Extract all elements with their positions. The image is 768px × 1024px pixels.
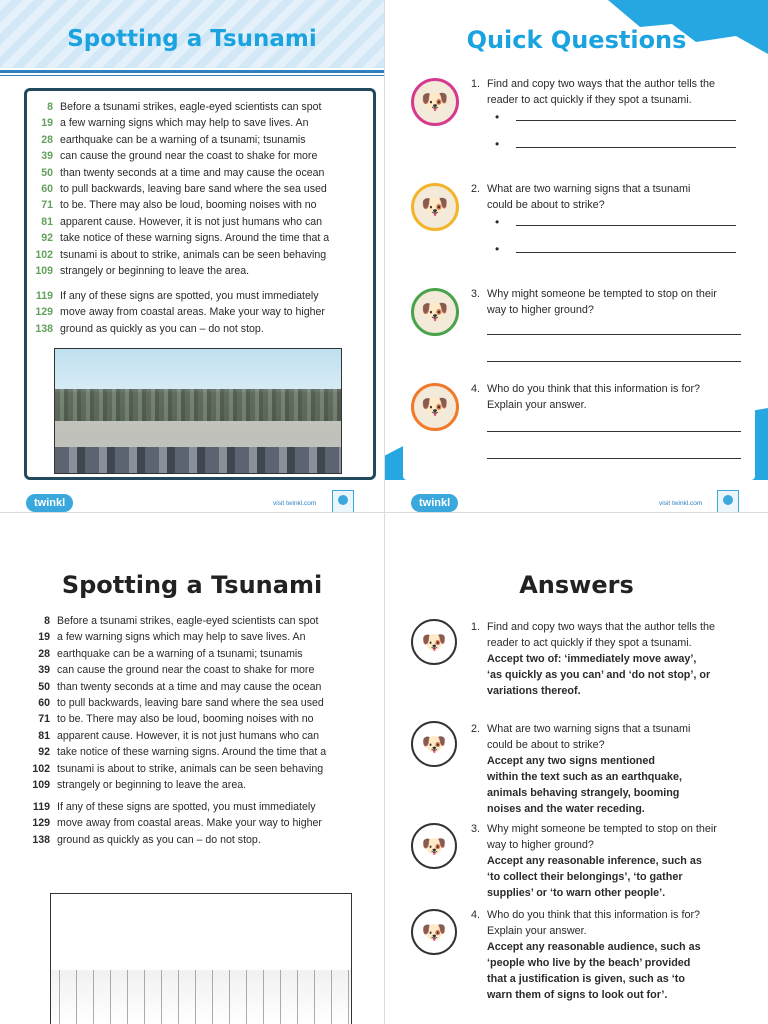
answer-text-line: Accept any two signs mentioned bbox=[487, 755, 655, 767]
word-count-number: 129 bbox=[35, 306, 53, 319]
passage-text: than twenty seconds at a time and may cause the ocean bbox=[60, 166, 325, 179]
word-count-number: 39 bbox=[38, 664, 50, 677]
word-count-number: 19 bbox=[41, 117, 53, 130]
answer-line[interactable] bbox=[516, 147, 736, 148]
photo-houses bbox=[55, 447, 341, 473]
answer-text-line: that a justification is given, such as ‘to bbox=[487, 973, 685, 985]
answer-line[interactable] bbox=[487, 361, 741, 362]
answer-text-line: variations thereof. bbox=[487, 685, 581, 697]
passage-line bbox=[26, 761, 326, 777]
question-3 bbox=[471, 286, 741, 318]
answers-title: Answers bbox=[519, 571, 634, 599]
question-2 bbox=[471, 181, 741, 213]
passage-line bbox=[26, 711, 326, 727]
dog-rottweiler-icon: 🐶 bbox=[411, 619, 457, 665]
dog-spaniel-icon: 🐶 bbox=[411, 288, 459, 336]
passage-line bbox=[26, 799, 322, 815]
passage-text: a few warning signs which may help to save lives. An bbox=[57, 631, 306, 644]
passage-line bbox=[29, 230, 329, 246]
passage-text: to pull backwards, leaving bare sand where the sea used bbox=[60, 183, 327, 196]
bullet-point: • bbox=[495, 215, 500, 229]
passage-text: to be. There may also be loud, booming noises with no bbox=[60, 199, 317, 212]
passage-paragraph-2 bbox=[29, 288, 325, 337]
passage-line bbox=[26, 777, 326, 793]
answer-4 bbox=[471, 907, 741, 1003]
passage-text: move away from coastal areas. Make your way to higher bbox=[60, 306, 325, 319]
photo-trees bbox=[55, 389, 341, 421]
passage-line bbox=[29, 115, 329, 131]
passage-line bbox=[29, 197, 329, 213]
question-text-line-1: Find and copy two ways that the author tells the bbox=[487, 78, 716, 90]
passage-page-plain bbox=[0, 512, 384, 1024]
passage-line bbox=[29, 247, 329, 263]
tsunami-sketch bbox=[50, 893, 352, 1024]
question-text-line-1: Find and copy two ways that the author tells the bbox=[487, 621, 716, 633]
word-count-number: 71 bbox=[38, 713, 50, 726]
answer-text-line: Accept any reasonable inference, such as bbox=[487, 855, 702, 867]
passage-line bbox=[29, 181, 329, 197]
dog-retriever-icon: 🐶 bbox=[411, 721, 457, 767]
answer-1 bbox=[471, 619, 741, 699]
passage-text: ground as quickly as you can – do not stop. bbox=[60, 322, 264, 335]
passage-line bbox=[29, 304, 325, 320]
answer-line[interactable] bbox=[516, 120, 736, 121]
quality-badge-icon bbox=[332, 490, 354, 512]
question-text-line-2: could be about to strike? bbox=[487, 739, 605, 751]
visit-link[interactable]: visit twinkl.com bbox=[659, 500, 703, 507]
word-count-number: 60 bbox=[41, 183, 53, 196]
passage-line bbox=[26, 728, 326, 744]
question-text-line-2: Explain your answer. bbox=[487, 399, 587, 411]
passage-line bbox=[26, 695, 326, 711]
bullet-point: • bbox=[495, 137, 500, 151]
word-count-number: 50 bbox=[38, 680, 50, 693]
passage-paragraph-2 bbox=[26, 799, 322, 848]
passage-text: tsunami is about to strike, animals can be seen behaving bbox=[57, 762, 324, 775]
passage-text: take notice of these warning signs. Around the time that a bbox=[57, 746, 327, 759]
passage-line bbox=[26, 744, 326, 760]
question-number: 3. bbox=[471, 288, 481, 300]
passage-text: tsunami is about to strike, animals can be seen behaving bbox=[60, 248, 327, 261]
question-text-line-2: reader to act quickly if they spot a tsunami. bbox=[487, 637, 692, 649]
question-text-line-1: What are two warning signs that a tsunami bbox=[487, 183, 691, 195]
question-text-line-1: Who do you think that this information is for? bbox=[487, 909, 701, 921]
question-text-line-1: What are two warning signs that a tsunami bbox=[487, 723, 691, 735]
word-count-number: 102 bbox=[35, 248, 53, 261]
question-number: 2. bbox=[471, 183, 481, 195]
word-count-number: 50 bbox=[41, 166, 53, 179]
passage-text: move away from coastal areas. Make your way to higher bbox=[57, 817, 322, 830]
dog-cavalier-icon: 🐶 bbox=[411, 383, 459, 431]
answer-2 bbox=[471, 721, 741, 817]
passage-text: Before a tsunami strikes, eagle-eyed scientists can spot bbox=[57, 615, 319, 627]
questions-page bbox=[384, 0, 768, 512]
passage-line bbox=[29, 99, 329, 115]
passage-text: than twenty seconds at a time and may cause the ocean bbox=[57, 680, 322, 693]
tsunami-photo bbox=[54, 348, 342, 474]
word-count-number: 19 bbox=[38, 631, 50, 644]
dog-rottweiler-icon: 🐶 bbox=[411, 78, 459, 126]
word-count-number: 92 bbox=[38, 746, 50, 759]
question-number: 4. bbox=[471, 909, 481, 921]
passage-text: If any of these signs are spotted, you must immediately bbox=[60, 290, 319, 302]
page-title: Spotting a Tsunami bbox=[67, 26, 317, 52]
question-text-line-1: Why might someone be tempted to stop on their bbox=[487, 823, 717, 835]
answers-page bbox=[384, 512, 768, 1024]
word-count-number: 8 bbox=[47, 101, 53, 113]
word-count-number: 138 bbox=[35, 322, 53, 335]
passage-line bbox=[29, 321, 325, 337]
word-count-number: 8 bbox=[44, 615, 50, 627]
title-rule-thin bbox=[0, 75, 384, 76]
word-count-number: 102 bbox=[32, 762, 50, 775]
word-count-number: 28 bbox=[41, 133, 53, 146]
bullet-point: • bbox=[495, 242, 500, 256]
question-text-line-1: Who do you think that this information is for? bbox=[487, 383, 701, 395]
question-number: 4. bbox=[471, 383, 481, 395]
word-count-number: 92 bbox=[41, 232, 53, 245]
passage-line bbox=[26, 815, 322, 831]
word-count-number: 81 bbox=[38, 729, 50, 742]
answer-line[interactable] bbox=[516, 225, 736, 226]
passage-paragraph-1 bbox=[26, 613, 326, 793]
answer-text-line: ‘as quickly as you can’ and ‘do not stop’, or bbox=[487, 669, 711, 681]
word-count-number: 39 bbox=[41, 150, 53, 163]
word-count-number: 28 bbox=[38, 647, 50, 660]
passage-line bbox=[26, 832, 322, 848]
passage-text: a few warning signs which may help to save lives. An bbox=[60, 117, 309, 130]
dog-retriever-icon: 🐶 bbox=[411, 183, 459, 231]
passage-line bbox=[29, 214, 329, 230]
word-count-number: 60 bbox=[38, 697, 50, 710]
passage-line bbox=[29, 165, 329, 181]
quality-badge-icon bbox=[717, 490, 739, 512]
answer-text-line: Accept two of: ‘immediately move away’, bbox=[487, 653, 697, 665]
question-number: 1. bbox=[471, 621, 481, 633]
passage-text: to be. There may also be loud, booming noises with no bbox=[57, 713, 314, 726]
word-count-number: 119 bbox=[32, 801, 50, 813]
passage-line bbox=[29, 263, 329, 279]
passage-line bbox=[29, 148, 329, 164]
sketch-houses bbox=[51, 970, 351, 1024]
word-count-number: 109 bbox=[32, 779, 50, 792]
title-rule bbox=[0, 70, 384, 73]
question-number: 2. bbox=[471, 723, 481, 735]
dog-cavalier-icon: 🐶 bbox=[411, 909, 457, 955]
passage-line bbox=[26, 679, 326, 695]
word-count-number: 129 bbox=[32, 817, 50, 830]
passage-text: ground as quickly as you can – do not stop. bbox=[57, 833, 261, 846]
answer-text-line: ‘people who live by the beach’ provided bbox=[487, 957, 691, 969]
bullet-point: • bbox=[495, 110, 500, 124]
passage-text: Before a tsunami strikes, eagle-eyed scientists can spot bbox=[60, 101, 322, 113]
passage-text: to pull backwards, leaving bare sand where the sea used bbox=[57, 697, 324, 710]
answer-line[interactable] bbox=[487, 458, 741, 459]
question-text-line-2: reader to act quickly if they spot a tsunami. bbox=[487, 94, 692, 106]
word-count-number: 119 bbox=[35, 290, 53, 302]
question-text-line-2: Explain your answer. bbox=[487, 925, 587, 937]
passage-line bbox=[26, 613, 326, 629]
word-count-number: 109 bbox=[35, 265, 53, 278]
answer-line[interactable] bbox=[487, 334, 741, 335]
question-number: 3. bbox=[471, 823, 481, 835]
passage-line bbox=[29, 288, 325, 304]
question-text-line-2: way to higher ground? bbox=[487, 839, 594, 851]
twinkl-logo[interactable]: twinkl bbox=[411, 494, 458, 512]
answer-text-line: noises and the water receding. bbox=[487, 803, 645, 815]
word-count-number: 71 bbox=[41, 199, 53, 212]
photo-wave bbox=[55, 421, 341, 449]
question-number: 1. bbox=[471, 78, 481, 90]
answer-3 bbox=[471, 821, 741, 901]
page-title: Spotting a Tsunami bbox=[61, 571, 323, 599]
passage-paragraph-1 bbox=[29, 99, 329, 279]
questions-title: Quick Questions bbox=[466, 26, 687, 54]
passage-text: can cause the ground near the coast to shake for more bbox=[60, 150, 318, 163]
passage-text: strangely or beginning to leave the area. bbox=[57, 779, 247, 792]
passage-line bbox=[29, 132, 329, 148]
passage-line bbox=[26, 662, 326, 678]
word-count-number: 81 bbox=[41, 215, 53, 228]
answer-text-line: within the text such as an earthquake, bbox=[487, 771, 682, 783]
answer-text-line: ‘to collect their belongings’, ‘to gather bbox=[487, 871, 683, 883]
dog-spaniel-icon: 🐶 bbox=[411, 823, 457, 869]
question-text-line-2: way to higher ground? bbox=[487, 304, 594, 316]
passage-line bbox=[26, 646, 326, 662]
passage-text: strangely or beginning to leave the area. bbox=[60, 265, 250, 278]
passage-text: apparent cause. However, it is not just humans who can bbox=[60, 215, 323, 228]
question-1 bbox=[471, 76, 741, 108]
word-count-number: 138 bbox=[32, 833, 50, 846]
passage-text: take notice of these warning signs. Around the time that a bbox=[60, 232, 330, 245]
passage-page-colour bbox=[0, 0, 384, 512]
answer-text-line: animals behaving strangely, booming bbox=[487, 787, 680, 799]
twinkl-logo[interactable]: twinkl bbox=[26, 494, 73, 512]
question-text-line-2: could be about to strike? bbox=[487, 199, 605, 211]
passage-text: can cause the ground near the coast to shake for more bbox=[57, 664, 315, 677]
visit-link[interactable]: visit twinkl.com bbox=[273, 500, 317, 507]
passage-text: earthquake can be a warning of a tsunami; tsunamis bbox=[60, 133, 306, 146]
answer-text-line: Accept any reasonable audience, such as bbox=[487, 941, 701, 953]
answer-line[interactable] bbox=[487, 431, 741, 432]
passage-text: If any of these signs are spotted, you must immediately bbox=[57, 801, 316, 813]
question-4 bbox=[471, 381, 741, 413]
passage-text: earthquake can be a warning of a tsunami; tsunamis bbox=[57, 647, 303, 660]
passage-line bbox=[26, 629, 326, 645]
passage-text: apparent cause. However, it is not just humans who can bbox=[57, 729, 320, 742]
answer-line[interactable] bbox=[516, 252, 736, 253]
question-text-line-1: Why might someone be tempted to stop on their bbox=[487, 288, 717, 300]
answer-text-line: warn them of signs to look out for’. bbox=[487, 989, 668, 1001]
answer-text-line: supplies’ or ‘to warn other people’. bbox=[487, 887, 666, 899]
